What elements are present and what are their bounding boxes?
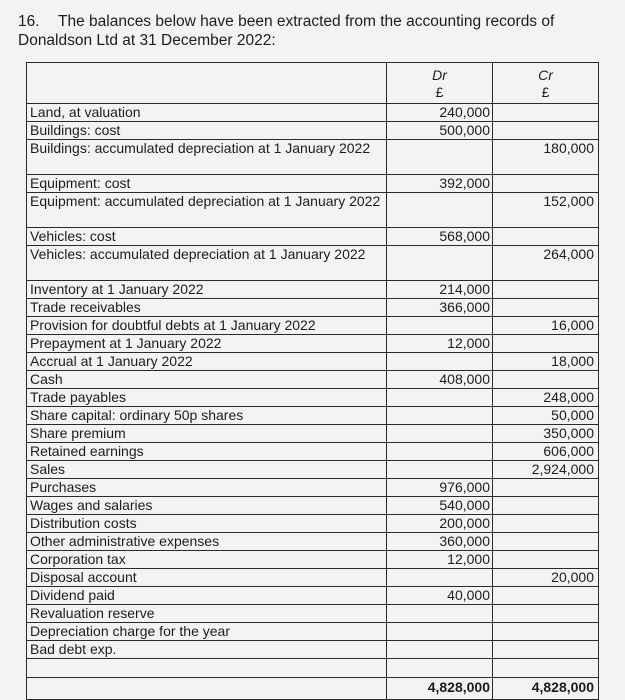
ledger-row [27, 533, 599, 551]
credit-value: 248,000 [493, 389, 599, 407]
ledger-row [27, 299, 599, 317]
ledger-row [27, 425, 599, 443]
debit-value: 976,000 [387, 479, 493, 497]
debit-value: 366,000 [387, 299, 493, 317]
account-name: Vehicles: cost [27, 228, 387, 246]
ledger-row [27, 443, 599, 461]
credit-value [493, 497, 599, 515]
ledger-row [27, 246, 599, 281]
debit-value [387, 443, 493, 461]
account-name: Retained earnings [27, 443, 387, 461]
debit-value: 360,000 [387, 533, 493, 551]
ledger-row [27, 407, 599, 425]
credit-value: 180,000 [493, 140, 599, 175]
credit-value: 350,000 [493, 425, 599, 443]
ledger-row [27, 605, 599, 623]
debit-value: 240,000 [387, 104, 493, 122]
account-name: Purchases [27, 479, 387, 497]
debit-value [387, 193, 493, 228]
credit-value [493, 281, 599, 299]
debit-value [387, 246, 493, 281]
credit-value: 2,924,000 [493, 461, 599, 479]
header-row [27, 63, 599, 104]
credit-value: 20,000 [493, 569, 599, 587]
debit-value [387, 140, 493, 175]
header-description-cell [27, 63, 387, 104]
credit-value [493, 175, 599, 193]
credit-value: 606,000 [493, 443, 599, 461]
account-name: Corporation tax [27, 551, 387, 569]
debit-value: 568,000 [387, 228, 493, 246]
spacer-cell [387, 659, 493, 678]
account-name: Sales [27, 461, 387, 479]
ledger-row [27, 371, 599, 389]
debit-value [387, 353, 493, 371]
account-name: Other administrative expenses [27, 533, 387, 551]
dr-header: Dr [432, 67, 447, 83]
ledger-row [27, 281, 599, 299]
account-name: Trade receivables [27, 299, 387, 317]
credit-value: 264,000 [493, 246, 599, 281]
ledger-row [27, 353, 599, 371]
debit-value [387, 461, 493, 479]
account-name: Prepayment at 1 January 2022 [27, 335, 387, 353]
credit-value [493, 533, 599, 551]
account-name: Accrual at 1 January 2022 [27, 353, 387, 371]
totals-row [27, 678, 599, 700]
debit-value: 12,000 [387, 335, 493, 353]
dr-total: 4,828,000 [387, 678, 493, 700]
credit-value [493, 641, 599, 659]
debit-value [387, 407, 493, 425]
ledger-row [27, 335, 599, 353]
credit-value [493, 371, 599, 389]
account-name: Land, at valuation [27, 104, 387, 122]
account-name: Distribution costs [27, 515, 387, 533]
account-name: Inventory at 1 January 2022 [27, 281, 387, 299]
account-name: Wages and salaries [27, 497, 387, 515]
debit-value: 214,000 [387, 281, 493, 299]
ledger-row [27, 623, 599, 641]
account-name: Share premium [27, 425, 387, 443]
ledger-row [27, 551, 599, 569]
debit-value: 540,000 [387, 497, 493, 515]
credit-value [493, 551, 599, 569]
ledger-row [27, 641, 599, 659]
cr-currency: £ [541, 84, 550, 100]
question-heading [18, 12, 608, 50]
credit-value: 50,000 [493, 407, 599, 425]
ledger-row [27, 461, 599, 479]
account-name: Equipment: accumulated depreciation at 1 January 2022 [27, 193, 387, 228]
debit-value [387, 317, 493, 335]
question-text: The balances below have been extracted from the accounting records of Donaldson Ltd at 31 December 2022: [18, 13, 555, 49]
account-name: Buildings: accumulated depreciation at 1 January 2022 [27, 140, 387, 175]
ledger-row [27, 122, 599, 140]
ledger-row [27, 193, 599, 228]
credit-value: 16,000 [493, 317, 599, 335]
account-name: Dividend paid [27, 587, 387, 605]
account-name: Revaluation reserve [27, 605, 387, 623]
debit-value: 40,000 [387, 587, 493, 605]
debit-value [387, 641, 493, 659]
account-name: Vehicles: accumulated depreciation at 1 January 2022 [27, 246, 387, 281]
credit-value [493, 228, 599, 246]
trial-balance-table [26, 62, 599, 700]
totals-label-cell [27, 678, 387, 700]
debit-value: 200,000 [387, 515, 493, 533]
debit-value: 500,000 [387, 122, 493, 140]
dr-header-cell [387, 63, 493, 104]
ledger-row [27, 587, 599, 605]
credit-value [493, 623, 599, 641]
account-name: Buildings: cost [27, 122, 387, 140]
ledger-row [27, 317, 599, 335]
credit-value [493, 587, 599, 605]
spacer-row [27, 659, 599, 678]
question-number: 16. [18, 13, 40, 30]
credit-value [493, 515, 599, 533]
debit-value: 408,000 [387, 371, 493, 389]
account-name: Share capital: ordinary 50p shares [27, 407, 387, 425]
account-name: Equipment: cost [27, 175, 387, 193]
credit-value [493, 605, 599, 623]
ledger-row [27, 497, 599, 515]
ledger-row [27, 389, 599, 407]
debit-value [387, 389, 493, 407]
credit-value: 152,000 [493, 193, 599, 228]
debit-value: 392,000 [387, 175, 493, 193]
account-name: Trade payables [27, 389, 387, 407]
credit-value [493, 335, 599, 353]
credit-value [493, 479, 599, 497]
credit-value [493, 104, 599, 122]
ledger-row [27, 228, 599, 246]
account-name: Provision for doubtful debts at 1 January 2022 [27, 317, 387, 335]
debit-value [387, 623, 493, 641]
ledger-row [27, 569, 599, 587]
cr-header: Cr [538, 67, 553, 83]
account-name: Disposal account [27, 569, 387, 587]
spacer-cell [27, 659, 387, 678]
cr-header-cell [493, 63, 599, 104]
dr-currency: £ [435, 84, 444, 100]
ledger-row [27, 479, 599, 497]
spacer-cell [493, 659, 599, 678]
debit-value [387, 569, 493, 587]
ledger-row [27, 104, 599, 122]
account-name: Depreciation charge for the year [27, 623, 387, 641]
account-name: Cash [27, 371, 387, 389]
debit-value [387, 425, 493, 443]
credit-value [493, 122, 599, 140]
account-name: Bad debt exp. [27, 641, 387, 659]
debit-value: 12,000 [387, 551, 493, 569]
ledger-row [27, 175, 599, 193]
ledger-row [27, 515, 599, 533]
credit-value: 18,000 [493, 353, 599, 371]
cr-total: 4,828,000 [493, 678, 599, 700]
debit-value [387, 605, 493, 623]
credit-value [493, 299, 599, 317]
ledger-row [27, 140, 599, 175]
